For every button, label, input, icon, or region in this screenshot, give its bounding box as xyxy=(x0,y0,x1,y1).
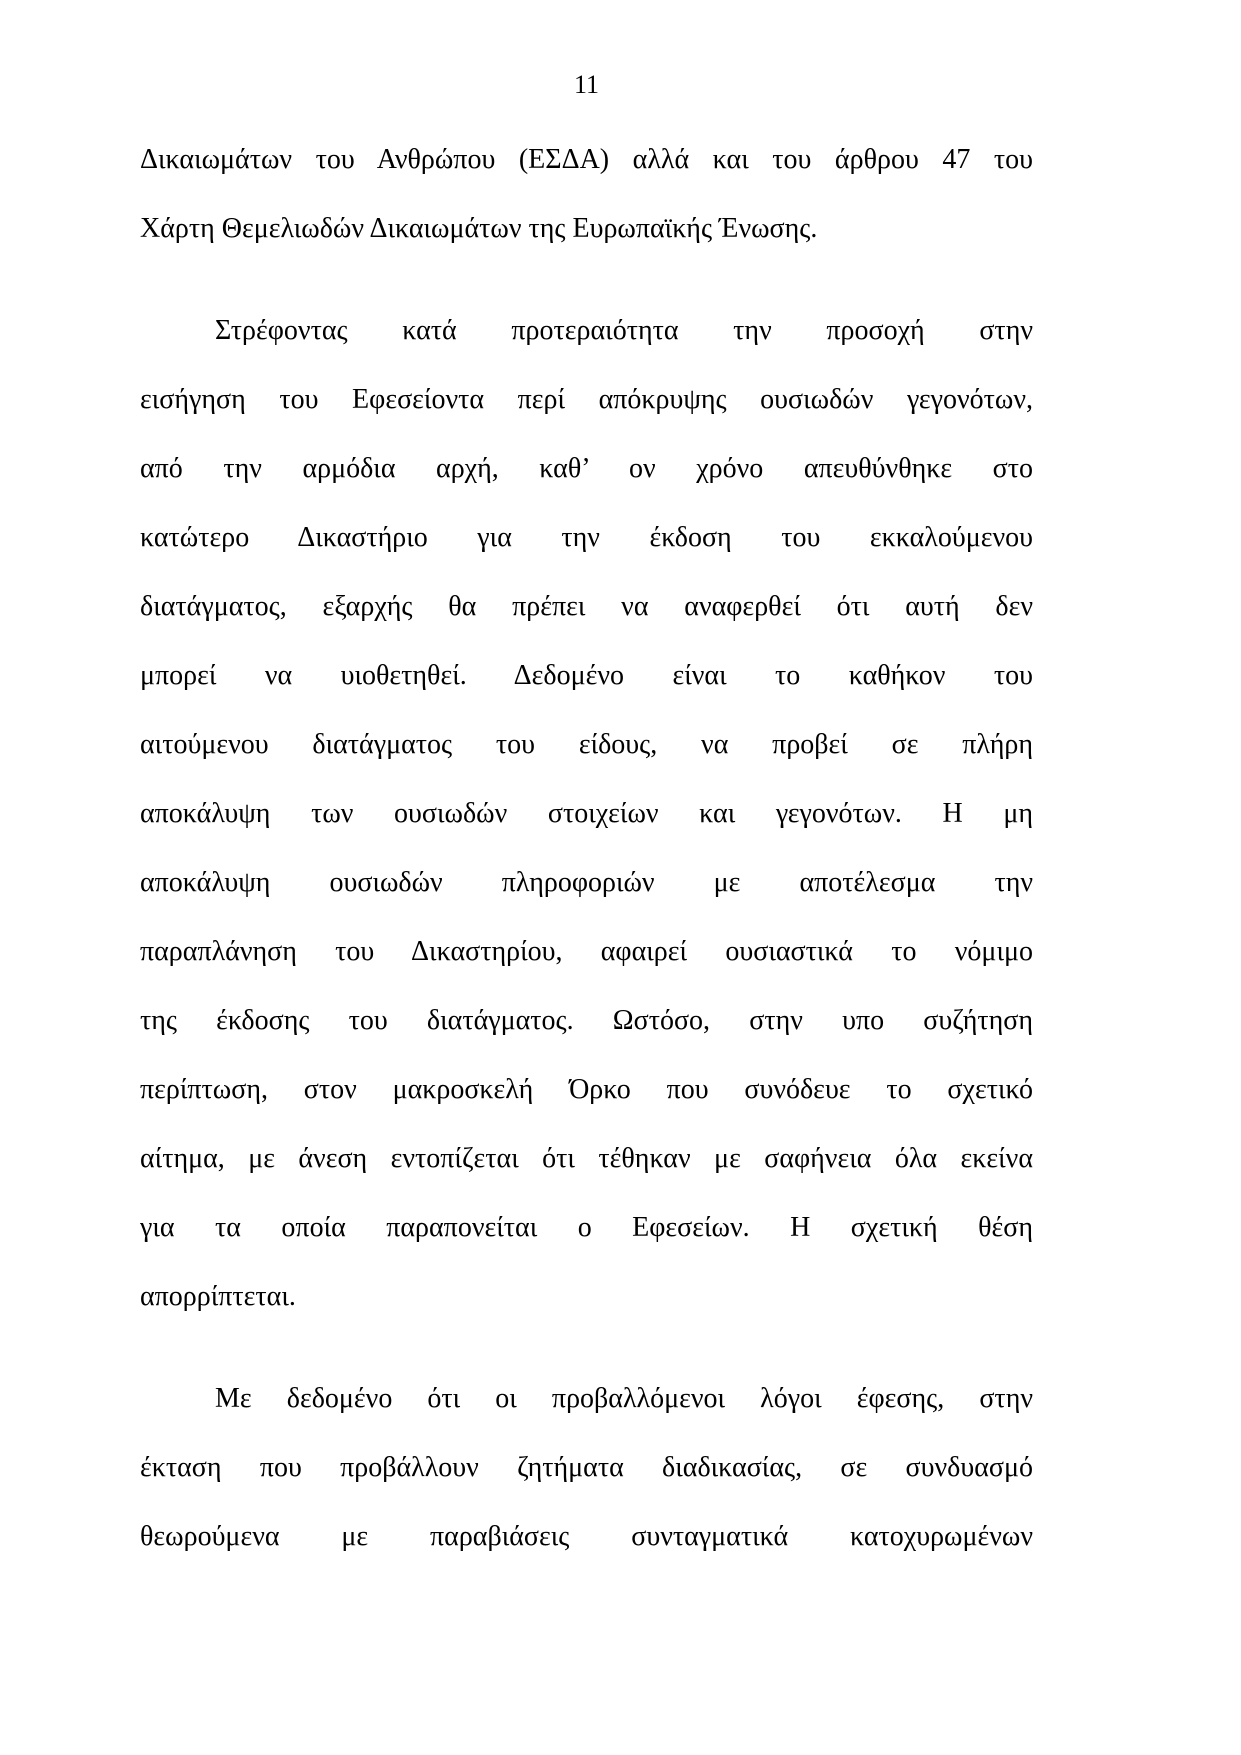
text-line: Με δεδομένο ότι οι προβαλλόμενοι λόγοι έφεσης, στην xyxy=(215,1383,1033,1414)
text-line: απορρίπτεται. xyxy=(140,1281,296,1312)
text-line: διατάγματος, εξαρχής θα πρέπει να αναφερθεί ότι αυτή δεν xyxy=(140,591,1033,622)
text-line: έκταση που προβάλλουν ζητήματα διαδικασίας, σε συνδυασμό xyxy=(140,1452,1033,1483)
text-line: θεωρούμενα με παραβιάσεις συνταγματικά κατοχυρωμένων xyxy=(140,1521,1033,1552)
text-line: περίπτωση, στον μακροσκελή Όρκο που συνόδευε το σχετικό xyxy=(140,1074,1033,1105)
paragraph xyxy=(140,296,1033,1331)
text-line: αποκάλυψη των ουσιωδών στοιχείων και γεγονότων. Η μη xyxy=(140,798,1033,829)
text-line: της έκδοσης του διατάγματος. Ωστόσο, στην υπο συζήτηση xyxy=(140,1005,1033,1036)
page-number: 11 xyxy=(573,70,600,99)
text-line: αίτημα, με άνεση εντοπίζεται ότι τέθηκαν με σαφήνεια όλα εκείνα xyxy=(140,1143,1033,1174)
text-line: από την αρμόδια αρχή, καθ’ ον χρόνο απευθύνθηκε στο xyxy=(140,453,1033,484)
text-line: Δικαιωμάτων του Ανθρώπου (ΕΣΔΑ) αλλά και του άρθρου 47 του xyxy=(140,144,1033,175)
text-line: μπορεί να υιοθετηθεί. Δεδομένο είναι το καθήκον του xyxy=(140,660,1033,691)
text-column xyxy=(140,0,1033,1571)
text-line: αποκάλυψη ουσιωδών πληροφοριών με αποτέλεσμα την xyxy=(140,867,1033,898)
text-line: παραπλάνηση του Δικαστηρίου, αφαιρεί ουσιαστικά το νόμιμο xyxy=(140,936,1033,967)
paragraph xyxy=(140,1364,1033,1571)
text-line: για τα οποία παραπονείται ο Εφεσείων. Η σχετική θέση xyxy=(140,1212,1033,1243)
text-line: αιτούμενου διατάγματος του είδους, να προβεί σε πλήρη xyxy=(140,729,1033,760)
text-line: Χάρτη Θεμελιωδών Δικαιωμάτων της Ευρωπαϊκής Ένωσης. xyxy=(140,213,818,244)
text-line: εισήγηση του Εφεσείοντα περί απόκρυψης ουσιωδών γεγονότων, xyxy=(140,384,1033,415)
text-line: Στρέφοντας κατά προτεραιότητα την προσοχή στην xyxy=(215,315,1033,346)
paragraph xyxy=(140,125,1033,263)
text-line: κατώτερο Δικαστήριο για την έκδοση του εκκαλούμενου xyxy=(140,522,1033,553)
